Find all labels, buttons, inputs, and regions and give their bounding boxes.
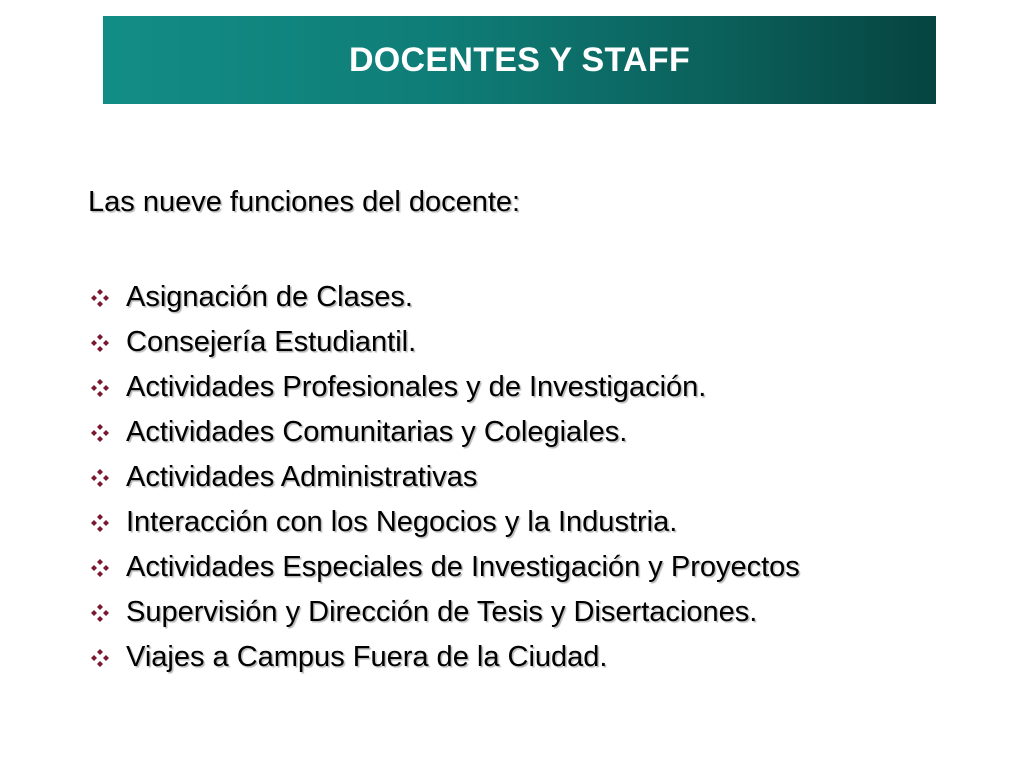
diamond-bullet-icon	[88, 424, 126, 442]
diamond-bullet-icon	[88, 379, 126, 397]
bullet-list	[88, 275, 800, 680]
list-item	[88, 275, 800, 320]
list-item-text: Actividades Especiales de Investigación y Proyectos	[126, 551, 800, 583]
list-item	[88, 320, 800, 365]
list-item-text: Supervisión y Dirección de Tesis y Disertaciones.	[126, 596, 758, 628]
list-item-text: Actividades Comunitarias y Colegiales.	[126, 416, 628, 448]
diamond-bullet-icon	[88, 469, 126, 487]
diamond-bullet-icon	[88, 514, 126, 532]
diamond-bullet-icon	[88, 559, 126, 577]
list-item	[88, 590, 800, 635]
diamond-bullet-icon	[88, 334, 126, 352]
list-item	[88, 635, 800, 680]
list-item	[88, 545, 800, 590]
list-item-text: Consejería Estudiantil.	[126, 326, 417, 358]
intro-text: Las nueve funciones del docente:	[88, 186, 521, 218]
list-item-text: Viajes a Campus Fuera de la Ciudad.	[126, 641, 608, 673]
title-banner	[103, 16, 936, 104]
diamond-bullet-icon	[88, 649, 126, 667]
list-item-text: Interacción con los Negocios y la Industria.	[126, 506, 678, 538]
list-item	[88, 455, 800, 500]
diamond-bullet-icon	[88, 604, 126, 622]
list-item-text: Asignación de Clases.	[126, 281, 413, 313]
list-item	[88, 410, 800, 455]
page-title: DOCENTES Y STAFF	[348, 40, 691, 79]
list-item	[88, 500, 800, 545]
list-item-text: Actividades Profesionales y de Investigación.	[126, 371, 707, 403]
list-item	[88, 365, 800, 410]
diamond-bullet-icon	[88, 289, 126, 307]
list-item-text: Actividades Administrativas	[126, 461, 478, 493]
